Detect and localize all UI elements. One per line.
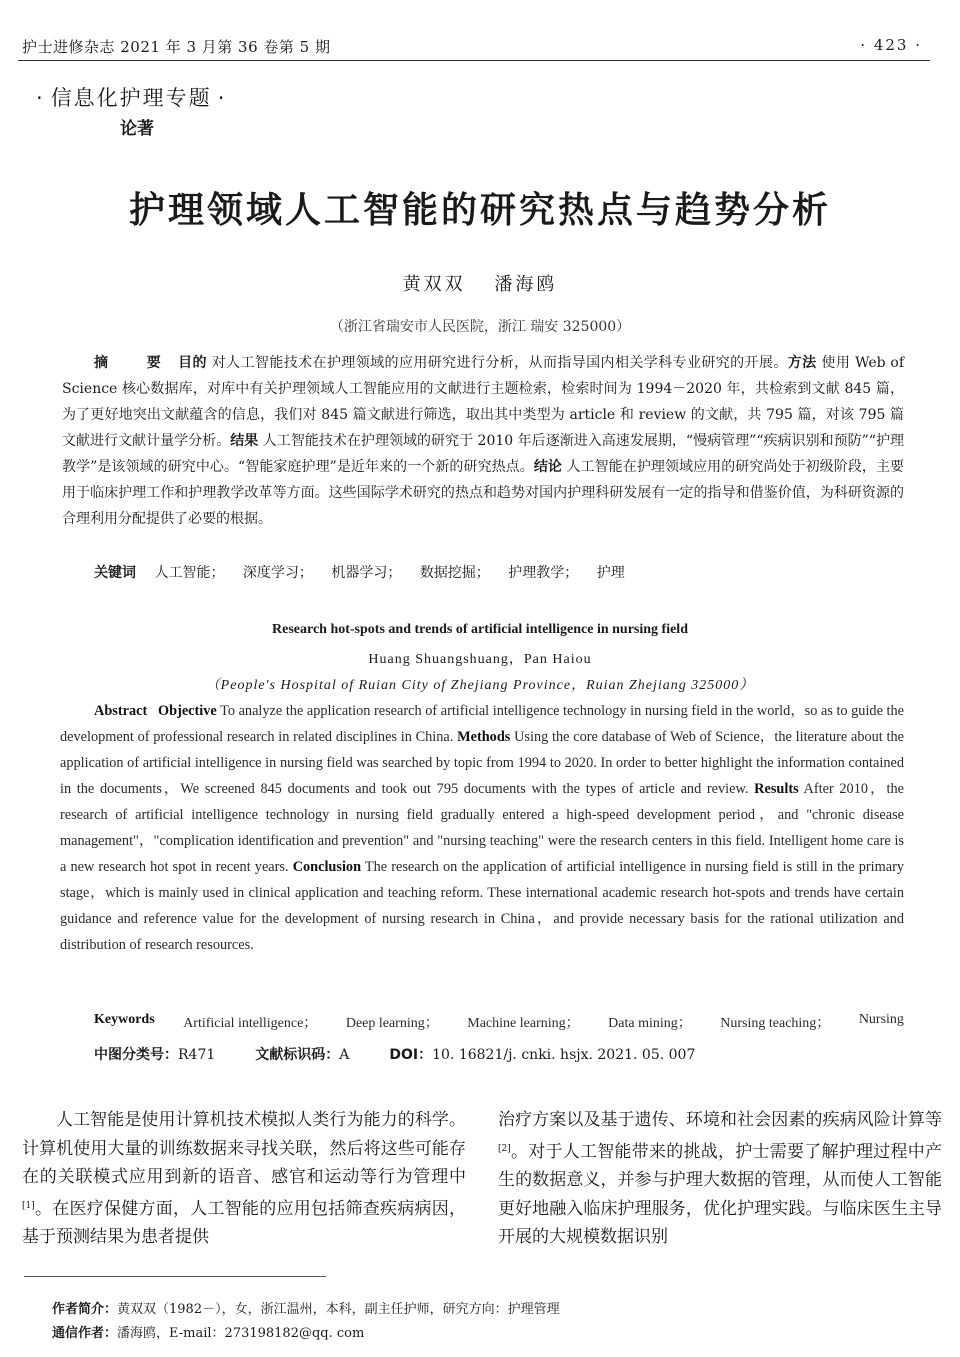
body-column-right: [498, 1106, 942, 1252]
methods-en-text: Using the core database of Web of Science，the literature about the application of artificial intelligence in nursing field was searched by topic from 1994 to 2020. In order to better highlight the information contained in the documents，We screened 845 documents and took out 795 documents with the types of article and review.: [60, 729, 904, 797]
body-text: 人工智能是使用计算机技术模拟人类行为能力的科学。计算机使用大量的训练数据来寻找关联，然后将这些可能存在的关联模式应用到新的语音、感官和运动等行为管理中: [22, 1110, 466, 1187]
keyword-en: Deep learning；: [345, 1016, 439, 1031]
special-topic-text: 信息化护理专题: [50, 86, 212, 110]
special-topic-label: [30, 82, 232, 112]
methods-label: 方法: [787, 355, 817, 371]
body-text: 。在医疗保健方面，人工智能的应用包括筛查疾病病因，基于预测结果为患者提供: [22, 1198, 466, 1247]
keyword: 深度学习；: [242, 565, 313, 581]
keyword-en: Nursing: [858, 1012, 904, 1027]
keyword: 数据挖掘；: [419, 565, 490, 581]
author-name: 潘海鸥: [494, 274, 558, 295]
objective-en-text: To analyze the application research of artificial intelligence technology in nursing field in the world，so as to guide the development of professional research in related disciplines in China.: [60, 703, 904, 745]
author-bio: [52, 1298, 560, 1317]
doi-label: DOI：: [389, 1047, 433, 1063]
abstract-en: [60, 698, 904, 958]
objective-text: 对人工智能技术在护理领域的应用研究进行分析，从而指导国内相关学科专业研究的开展。: [211, 355, 788, 371]
keyword: 护理: [596, 565, 625, 581]
results-label: 结果: [230, 433, 259, 449]
keywords-en: [94, 1012, 904, 1032]
english-affiliation: （People's Hospital of Ruian City of Zhejiang Province，Ruian Zhejiang 325000）: [205, 678, 755, 693]
objective-label: 目的: [178, 355, 207, 371]
corr-text: 潘海鸥，E-mail：273198182@qq. com: [117, 1326, 365, 1341]
body-text: 治疗方案以及基于遗传、环境和社会因素的疾病风险计算等: [498, 1110, 942, 1130]
conclusion-label: 结论: [533, 459, 562, 475]
author-bio-text: 黄双双（1982－），女，浙江温州，本科，副主任护师，研究方向：护理管理: [117, 1302, 560, 1317]
citation-ref: [2]: [498, 1143, 511, 1154]
conclusion-en-text: The research on the application of artificial intelligence in nursing field is still in the primary stage，which is mainly used in clinical application and teaching reform. These international academic research hot-spots and trends have certain guidance and reference value for the development of nursing research in China，and provide necessary basis for the rational utilization and distribution of research resources.: [60, 859, 904, 953]
methods-en-label: Methods: [457, 729, 511, 745]
keyword: 机器学习；: [331, 565, 402, 581]
header-rule: [18, 60, 930, 61]
conclusion-text: 人工智能在护理领域应用的研究尚处于初级阶段，主要用于临床护理工作和护理教学改革等方面。这些国际学术研究的热点和趋势对国内护理科研发展有一定的指导和借鉴价值，为科研资源的合理利用分配提供了必要的根据。: [62, 459, 905, 527]
author-bio-label: 作者简介：: [52, 1302, 118, 1317]
results-text: 人工智能技术在护理领域的研究于 2010 年后逐渐进入高速发展期，“慢病管理”“疾病识别和预防”“护理教学”是该领域的研究中心。“智能家庭护理”是近年来的一个新的研究热点。: [62, 433, 905, 475]
results-en-label: Results: [754, 781, 799, 797]
keywords-en-label: Keywords: [94, 1012, 155, 1027]
journal-header: 护士进修杂志 2021 年 3 月第 36 卷第 5 期: [22, 38, 331, 56]
page-number: · 423 ·: [860, 36, 922, 54]
abstract-cn: [62, 350, 904, 532]
keyword: 护理教学；: [508, 565, 579, 581]
article-category: 论著: [120, 119, 154, 139]
classification-line: [94, 1044, 695, 1064]
bullet-left: ·: [36, 86, 45, 110]
abstract-en-label: Abstract: [94, 703, 148, 719]
keywords-cn: [94, 562, 639, 582]
body-column-left: [22, 1106, 466, 1252]
doc-code-label: 文献标识码：: [255, 1047, 340, 1063]
bullet-right: ·: [217, 86, 227, 110]
keyword: 人工智能；: [154, 565, 225, 581]
article-title: 护理领域人工智能的研究热点与趋势分析: [128, 189, 831, 231]
clc-value: R471: [178, 1047, 216, 1063]
doi-value: 10. 16821/j. cnki. hsjx. 2021. 05. 007: [432, 1047, 696, 1063]
keyword-en: Data mining；: [608, 1016, 692, 1031]
citation-ref: [1]: [22, 1200, 35, 1211]
author-list: [0, 270, 960, 296]
methods-text: 使用 Web of Science 核心数据库，对库中有关护理领域人工智能应用的文献进行主题检索，检索时间为 1994－2020 年，共检索到文献 845 篇，为了更好地突出文献蕴含的信息，我们对 845 篇文献进行筛选，取出其中类型为 article 和 review 的文献，共 795 篇，对该 795 篇文献进行文献计量学分析。: [62, 355, 905, 449]
objective-en-label: Objective: [158, 703, 217, 719]
affiliation: （浙江省瑞安市人民医院，浙江 瑞安 325000）: [329, 319, 631, 335]
corresponding-author: [52, 1322, 364, 1341]
conclusion-en-label: Conclusion: [292, 859, 362, 875]
author-name: 黄双双: [402, 274, 466, 295]
footnote-rule: [24, 1276, 326, 1277]
keyword-en: Nursing teaching；: [720, 1016, 831, 1031]
keywords-label: 关键词: [94, 565, 136, 581]
doc-code-value: A: [339, 1047, 350, 1063]
clc-label: 中图分类号：: [94, 1047, 178, 1063]
english-title: Research hot-spots and trends of artificial intelligence in nursing field: [272, 622, 688, 637]
body-text: 。对于人工智能带来的挑战，护士需要了解护理过程中产生的数据意义，并参与护理大数据的管理，从而使人工智能更好地融入临床护理服务，优化护理实践。与临床医生主导开展的大规模数据识别: [498, 1141, 942, 1247]
results-en-text: After 2010，the research of artificial intelligence technology in nursing field gradually entered a high-speed development period，and "chronic disease management"，"complication identification and prevention" and "nursing teaching" were the research centers in this field. Intelligent home care is a new research hot spot in recent years.: [60, 781, 904, 875]
corr-label: 通信作者：: [52, 1326, 118, 1341]
abstract-label: 摘 要: [94, 355, 174, 371]
keyword-en: Machine learning；: [467, 1016, 580, 1031]
keyword-en: Artificial intelligence；: [183, 1016, 318, 1031]
english-authors: Huang Shuangshuang，Pan Haiou: [368, 652, 592, 667]
